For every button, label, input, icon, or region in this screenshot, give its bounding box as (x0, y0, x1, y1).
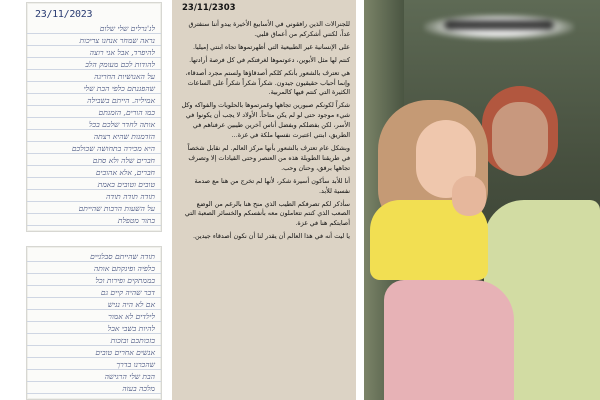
letter-paragraph: شكراً لكونكم صبورين تجاهها وغمرتموها بالحلويات والفواكه وكل شيء موجود حتى لو لم يكن متاحاً. الأولاد لا يجب أن يكونوا في الأسر، لكن بفضلكم وبفضل أناس آخرين طيبين عرفناهم في الطريق، ابنتي اعتبرت نفسها ملكة في غزة... (181, 101, 350, 140)
note-line: להיות בשבי אבל (107, 324, 155, 333)
letter-paragraph: أنا للأبد سأكون أسيرة شكر، لأنها لم تخرج من هنا مع صدمة نفسية للأبد. (194, 176, 350, 195)
note-line: תודה שהייתם סבלניים (90, 252, 155, 261)
note-line: בממתקים ופירות וכל (95, 276, 155, 285)
note-line: להודות לכם מעומק הלב (85, 60, 155, 69)
note-line: תודה תודה תודה (105, 192, 155, 201)
letter-paragraph: سأذكر لكم تصرفكم الطيب الذي منح هنا بالرغم من الوضع الصعب الذي كنتم تتعاملون معه بأنفسكم والخسائر الصعبة التي أصابتكم هنا في غزة. (184, 199, 350, 228)
note-line: כלפיה ופינקתם אותה (93, 264, 155, 273)
note-line: שהכרנו בדרך (116, 360, 155, 369)
handwritten-note-page-2 (26, 246, 162, 400)
photo-image (364, 0, 600, 400)
letter-paragraph: على الإنسانية غير الطبيعية التي أظهرتموها تجاه ابنتي إميليا. (192, 42, 350, 51)
note-line: חברים, אלא אהובים (95, 168, 155, 177)
note-line: להיפרד, אבל אני רוצה (89, 48, 155, 57)
letter-paragraph: للجنرالات الذين رافقوني في الأسابيع الأخيرة يبدو أننا سنفترق غداً، لكنني أشكركم من أعماق قلبي. (188, 20, 350, 38)
letter-paragraph: يا ليت أنه في هذا العالم أن يقدر لنا أن نكون أصدقاء جيدين. (192, 232, 350, 241)
note-line: הזדמנות שהיא רצתה (93, 132, 155, 141)
note-line: כמו הורים, הזמנתם (98, 108, 155, 117)
letter-paragraph: هي تعترف بالشعور بأنكم كلكم أصدقاؤها ولستم مجرد أصدقاء، وإنما أحباب حقيقيون جيدون. شكراً شكراً شكراً على الساعات الكثيرة التي كنتم فيها كالمربية. (185, 68, 350, 97)
note-line: אם לא היה נגיש (107, 300, 155, 309)
note-line: אמיליה. הייתם בשבילה (87, 96, 155, 105)
note-line: טובים וטובים באמת (97, 180, 155, 189)
note-line: לג'נרלים שלי שלום (99, 24, 155, 33)
note-line: בזכותכם ובזכות (110, 336, 155, 345)
note-line: על השעות הרבות שהייתם (78, 204, 155, 213)
arabic-letter (172, 0, 356, 400)
redaction-mark (444, 20, 554, 30)
letter-body (178, 20, 350, 245)
note-line: חברים שלה ולא סתם (92, 156, 155, 165)
note-line: מלכה בעזה (122, 384, 155, 393)
note-line: שהפגנתם כלפי הבת שלי (83, 84, 155, 93)
note-line: אותה לחדר שלכם בכל (89, 120, 155, 129)
note-date: 23/11/2023 (35, 9, 93, 20)
letter-paragraph: كنتم لها مثل الأبوين، دعوتموها لغرفتكم في كل فرصة أرادتها. (189, 55, 350, 64)
note-line: לילדים לא אמור (108, 312, 155, 321)
woman-face (492, 102, 548, 176)
note-line: היא מכירה בתחושה שכולכם (71, 144, 155, 153)
note-line: הבת שלי הרגישה (104, 372, 155, 381)
note-line: על האנושיות החריגה (94, 72, 155, 81)
letter-paragraph: وبشكل عام تعترف بالشعور بأنها مركز العالم. لم نقابل شخصاً في طريقنا الطويلة هذه من العنصر وحتى القيادات إلا وتصرف تجاهها برفق، وحنان وحب. (187, 143, 350, 172)
letter-date: 23/11/2303 (182, 3, 236, 13)
note-line: אנשים אחרים טובים (95, 348, 155, 357)
note-line: נראה שמחר אנחנו צריכות (79, 36, 155, 45)
note-line: דבר שהיה קיים גם (100, 288, 155, 297)
handwritten-note-page-1 (26, 2, 162, 232)
child-legs (384, 280, 514, 400)
hand (452, 176, 486, 216)
note-line: בתור מטפלת (117, 216, 155, 225)
